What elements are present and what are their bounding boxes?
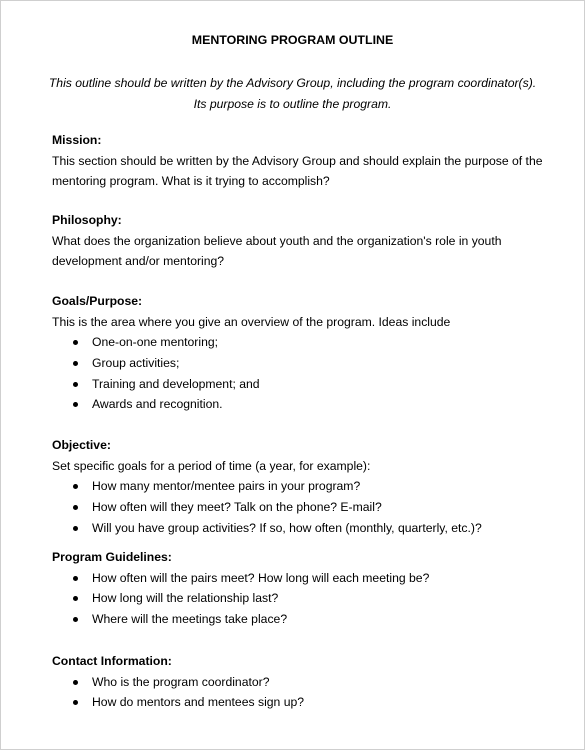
bullet-icon [73, 361, 78, 366]
intro-line: This outline should be written by the Advisory Group, including the program coordinator(s). [48, 76, 537, 90]
section-heading: Contact Information: [52, 654, 172, 668]
bullet-icon [73, 382, 78, 387]
list-item-text: How often will they meet? Talk on the phone? E-mail? [92, 499, 382, 514]
bullet-icon [73, 680, 78, 685]
mission-section [52, 130, 552, 192]
list-item-text: Where will the meetings take place? [92, 612, 288, 627]
list-item [52, 692, 552, 713]
list-item [52, 353, 552, 374]
bullet-list [52, 476, 552, 538]
list-item-text: One-on-one mentoring; [92, 335, 219, 349]
list-item [52, 568, 552, 589]
section-text: development and/or mentoring? [52, 254, 225, 268]
bullet-icon [73, 617, 78, 622]
section-text: This is the area where you give an overview of the program. Ideas include [52, 314, 451, 329]
list-item-text: How do mentors and mentees sign up? [92, 695, 305, 710]
list-item [52, 588, 552, 609]
list-item [52, 609, 552, 630]
bullet-icon [73, 340, 78, 345]
section-heading: Goals/Purpose: [52, 294, 143, 308]
list-item [52, 332, 552, 353]
list-item [52, 518, 552, 539]
list-item-text: Awards and recognition. [92, 397, 223, 412]
philosophy-section [52, 210, 552, 272]
list-item-text: Group activities; [92, 355, 180, 370]
intro-text [21, 73, 564, 114]
bullet-icon [73, 596, 78, 601]
bullet-list [52, 672, 552, 714]
bullet-list [52, 332, 552, 415]
list-item [52, 672, 552, 693]
list-item-text: Will you have group activities? If so, how often (monthly, quarterly, etc.)? [92, 520, 482, 535]
list-item [52, 476, 552, 497]
goals-section [52, 291, 552, 415]
section-heading: Objective: [52, 438, 111, 452]
list-item [52, 374, 552, 395]
bullet-icon [73, 700, 78, 705]
objective-section [52, 435, 552, 538]
page-title: MENTORING PROGRAM OUTLINE [191, 33, 394, 47]
bullet-icon [73, 526, 78, 531]
bullet-icon [73, 402, 78, 407]
bullet-icon [73, 576, 78, 581]
contact-section [52, 651, 552, 713]
list-item-text: Who is the program coordinator? [92, 674, 270, 689]
list-item-text: Training and development; and [92, 376, 260, 391]
intro-line: Its purpose is to outline the program. [193, 96, 392, 111]
list-item-text: How long will the relationship last? [92, 591, 279, 606]
bullet-icon [73, 505, 78, 510]
list-item [52, 497, 552, 518]
section-heading: Mission: [52, 133, 102, 147]
list-item-text: How often will the pairs meet? How long will each meeting be? [92, 570, 430, 585]
list-item [52, 394, 552, 415]
bullet-icon [73, 484, 78, 489]
bullet-list [52, 568, 552, 630]
section-text: What does the organization believe about youth and the organization's role in youth [52, 233, 502, 248]
section-text: Set specific goals for a period of time (a year, for example): [52, 458, 371, 473]
section-text: This section should be written by the Advisory Group and should explain the purpose of the [52, 153, 543, 168]
guidelines-section [52, 547, 552, 630]
section-heading: Program Guidelines: [52, 550, 172, 564]
list-item-text: How many mentor/mentee pairs in your program? [92, 479, 361, 493]
section-heading: Philosophy: [52, 213, 122, 227]
section-text: mentoring program. What is it trying to accomplish? [52, 174, 330, 188]
